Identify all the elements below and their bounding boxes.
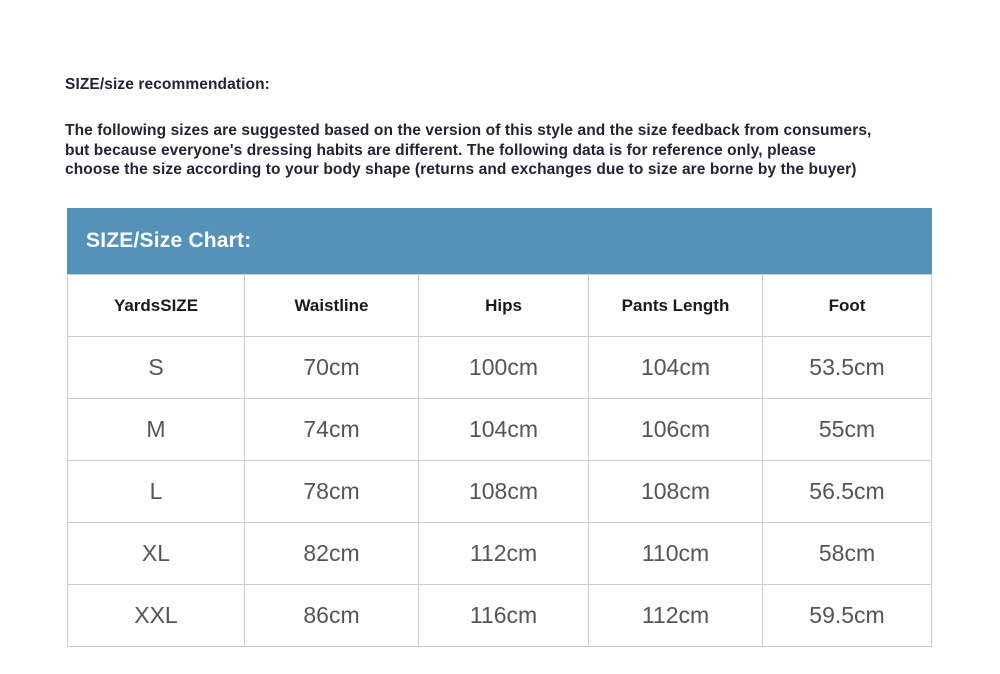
waistline-cell: 70cm xyxy=(245,337,419,399)
column-header-pants-length: Pants Length xyxy=(589,275,763,337)
size-chart-banner-title: SIZE/Size Chart: xyxy=(86,229,252,252)
pants-length-cell: 110cm xyxy=(589,523,763,585)
waistline-cell: 78cm xyxy=(245,461,419,523)
size-label-cell: XXL xyxy=(68,585,245,647)
table-header-row xyxy=(68,275,932,337)
disclaimer-line-2: but because everyone's dressing habits are different. The following data is for reference only, please xyxy=(65,141,816,159)
size-chart-banner xyxy=(67,208,932,274)
table-row xyxy=(68,461,932,523)
waistline-cell: 74cm xyxy=(245,399,419,461)
disclaimer-line-3: choose the size according to your body shape (returns and exchanges due to size are borne by the buyer) xyxy=(65,161,857,178)
size-label-cell: L xyxy=(68,461,245,523)
table-row xyxy=(68,399,932,461)
table-row xyxy=(68,523,932,585)
pants-length-cell: 104cm xyxy=(589,337,763,399)
column-header-waistline: Waistline xyxy=(245,275,419,337)
pants-length-cell: 108cm xyxy=(589,461,763,523)
size-label-cell: XL xyxy=(68,523,245,585)
hips-cell: 112cm xyxy=(419,523,589,585)
waistline-cell: 86cm xyxy=(245,585,419,647)
pants-length-cell: 106cm xyxy=(589,399,763,461)
disclaimer-line-1: The following sizes are suggested based on the version of this style and the size feedback from consumers, xyxy=(65,122,872,139)
table-row xyxy=(68,337,932,399)
foot-cell: 58cm xyxy=(763,523,932,585)
hips-cell: 100cm xyxy=(419,337,589,399)
foot-cell: 53.5cm xyxy=(763,337,932,399)
size-chart-section xyxy=(67,208,932,647)
page-title: SIZE/size recommendation: xyxy=(65,76,270,93)
hips-cell: 108cm xyxy=(419,461,589,523)
waistline-cell: 82cm xyxy=(245,523,419,585)
foot-cell: 59.5cm xyxy=(763,585,932,647)
size-label-cell: S xyxy=(68,337,245,399)
foot-cell: 56.5cm xyxy=(763,461,932,523)
size-disclaimer-paragraph xyxy=(65,121,945,180)
foot-cell: 55cm xyxy=(763,399,932,461)
pants-length-cell: 112cm xyxy=(589,585,763,647)
column-header-foot: Foot xyxy=(763,275,932,337)
size-chart-table xyxy=(67,274,932,647)
size-label-cell: M xyxy=(68,399,245,461)
column-header-size: YardsSIZE xyxy=(68,275,245,337)
column-header-hips: Hips xyxy=(419,275,589,337)
hips-cell: 116cm xyxy=(419,585,589,647)
table-row xyxy=(68,585,932,647)
hips-cell: 104cm xyxy=(419,399,589,461)
